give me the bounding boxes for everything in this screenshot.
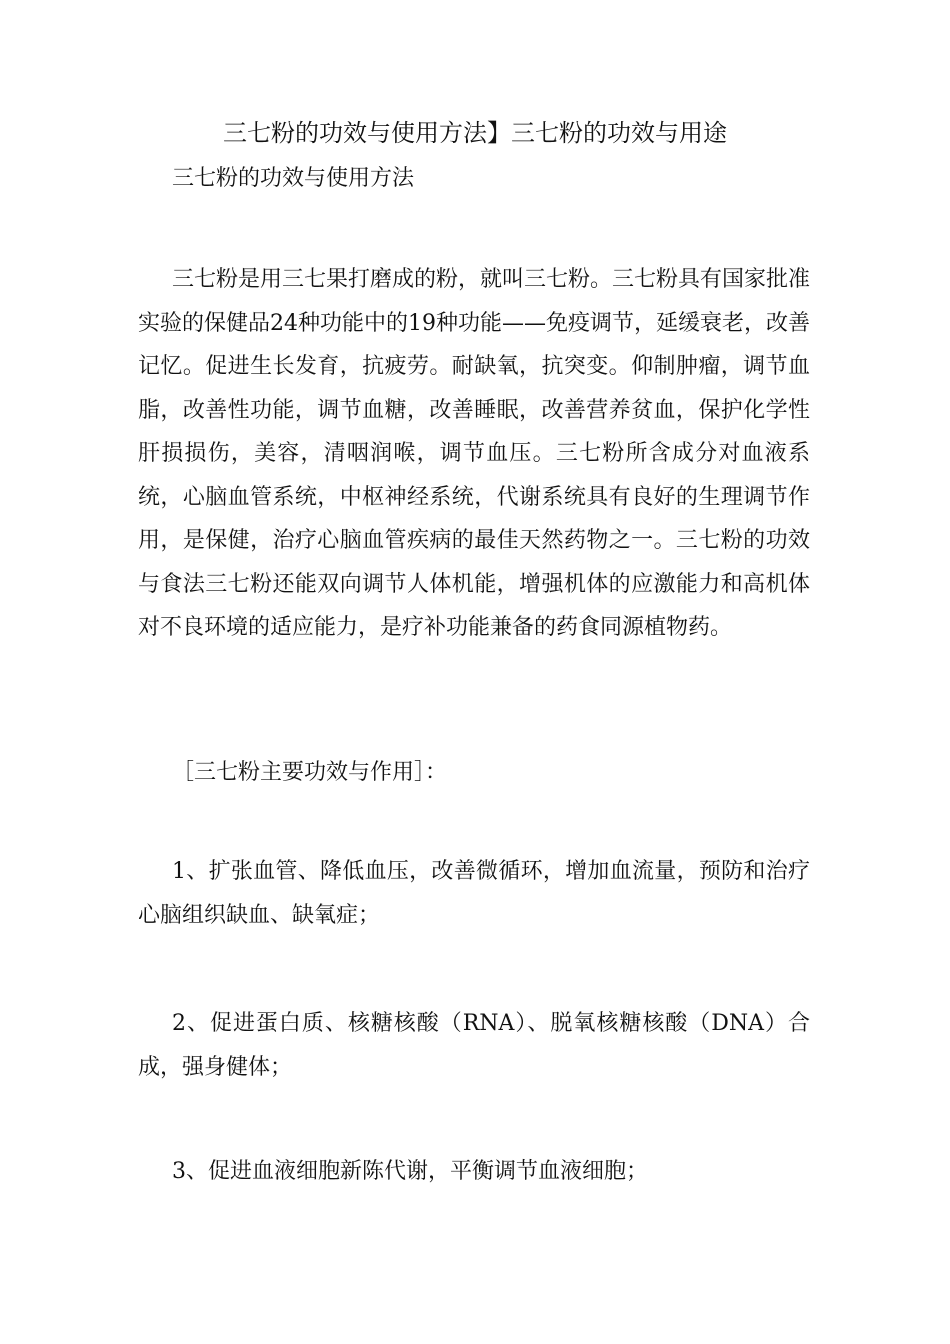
list-item: 2、促进蛋白质、核糖核酸（RNA）、脱氧核糖核酸（DNA）合成，强身健体；	[138, 1011, 810, 1080]
document-title: 三七粉的功效与使用方法】三七粉的功效与用途	[223, 119, 727, 147]
document-subtitle: 三七粉的功效与使用方法	[172, 166, 415, 191]
section-heading: ［三七粉主要功效与作用］：	[172, 760, 448, 785]
list-item: 3、促进血液细胞新陈代谢，平衡调节血液细胞；	[172, 1159, 648, 1184]
list-item: 1、扩张血管、降低血压，改善微循环，增加血流量，预防和治疗心脑组织缺血、缺氧症；	[138, 859, 810, 928]
intro-paragraph: 三七粉是用三七果打磨成的粉，就叫三七粉。三七粉具有国家批准实验的保健品24种功能中的19种功能——免疫调节，延缓衰老，改善记忆。促进生长发育，抗疲劳。耐缺氧，抗突变。仰制肿瘤，调节血脂，改善性功能，调节血糖，改善睡眠，改善营养贫血，保护化学性肝损损伤，美容，清咽润喉，调节血压。三七粉所含成分对血液系统，心脑血管系统，中枢神经系统，代谢系统具有良好的生理调节作用，是保健，治疗心脑血管疾病的最佳天然药物之一。三七粉的功效与食法三七粉还能双向调节人体机能，增强机体的应激能力和高机体对不良环境的适应能力，是疗补功能兼备的药食同源植物药。	[138, 267, 811, 640]
